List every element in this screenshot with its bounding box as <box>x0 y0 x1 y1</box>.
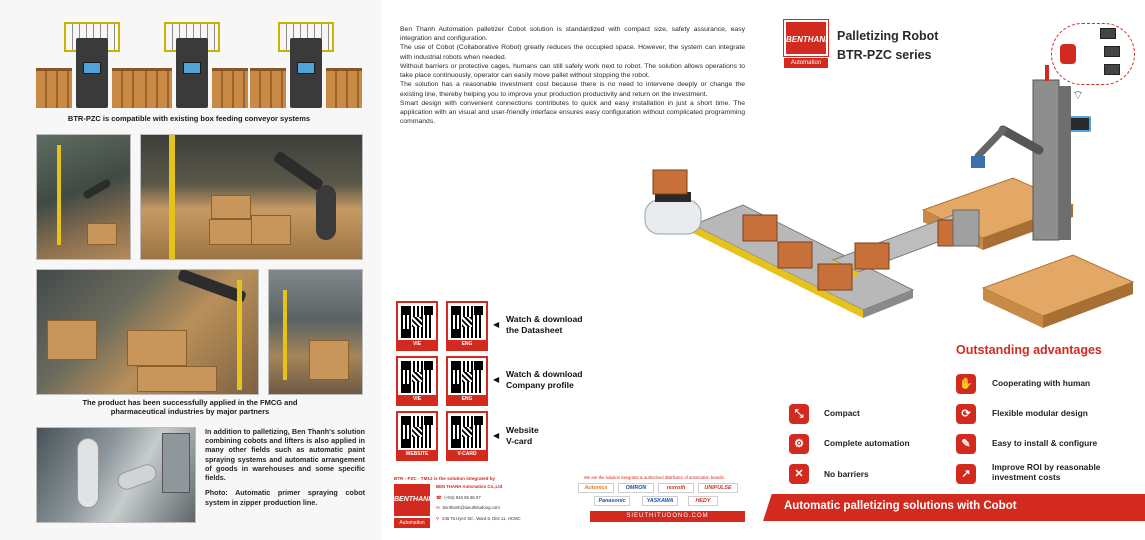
gear-icon: ⚙ <box>789 434 809 454</box>
intro-paragraph: The use of Cobot (Collaborative Robot) greatly reduces the occupied space. However, the system can integrate with industrial robots when needed. <box>400 44 745 61</box>
qr-label-line: Watch & download <box>506 314 583 324</box>
qr-code-vcard[interactable] <box>446 411 488 461</box>
roi-chart-icon: ↗ <box>956 464 976 484</box>
qr-code-website[interactable] <box>396 411 438 461</box>
feature-label: Complete automation <box>824 438 910 448</box>
phone-text: (+84) 916 55 66 57 <box>444 495 481 500</box>
spraying-cobot-photo <box>36 427 196 523</box>
tagline: Automatic palletizing solutions with Cobot <box>784 500 1017 512</box>
factory-photo <box>36 134 131 260</box>
right-panel <box>763 0 1145 540</box>
no-barrier-icon: ✕ <box>789 464 809 484</box>
logo-subtext: Automation <box>784 58 828 68</box>
factory-photo <box>268 269 363 395</box>
brand-logo: Panasonic <box>594 496 630 506</box>
factory-photo <box>36 269 259 395</box>
brand-logo: Autonics <box>578 483 614 493</box>
brand-logo: rexroth <box>658 483 694 493</box>
qr-label-line: the Datasheet <box>506 324 563 335</box>
factory-photo <box>140 134 363 260</box>
tool-icon: ✎ <box>956 434 976 454</box>
phone-icon: ☎ <box>436 495 442 500</box>
qr-code-datasheet-eng[interactable] <box>446 301 488 351</box>
qr-label-profile <box>506 369 583 390</box>
qr-label-website <box>506 425 539 446</box>
qr-code-datasheet-vie[interactable] <box>396 301 438 351</box>
product-title: Palletizing Robot <box>837 29 939 43</box>
monitor-icon <box>1104 46 1120 57</box>
machine-illustration <box>250 22 362 108</box>
qr-tag: WEBSITE <box>398 450 436 459</box>
wifi-icon: ⌔ <box>1072 88 1084 102</box>
arrow-left-icon: ◀ <box>493 431 500 440</box>
integrator-note: BTR - PZC - TM12 is the solution integrated by <box>394 476 496 481</box>
qr-code-profile-eng[interactable] <box>446 356 488 406</box>
feature-label: Easy to install & configure <box>992 438 1098 448</box>
email-text: benthanh@sieuthitudong.com <box>442 505 500 510</box>
control-cabinet <box>953 210 979 246</box>
mail-icon: ✉ <box>436 505 440 510</box>
intro-paragraph: Smart design with convenient connections contributes to quick and easy installation in just a short time. The application with an visual and user-friendly interface ensures easy configuration without complicated programming commands. <box>400 99 745 126</box>
location-pin-icon: ⚲ <box>436 516 440 521</box>
qr-code-profile-vie[interactable] <box>396 356 438 406</box>
brand-logo: HEDY <box>688 496 718 506</box>
arrow-left-icon: ◀ <box>493 375 500 384</box>
pallet-stack-right <box>983 255 1133 328</box>
compact-icon: ⤡ <box>789 404 809 424</box>
monitor-icon <box>1100 28 1116 39</box>
modular-icon: ⟳ <box>956 404 976 424</box>
intro-paragraph: Without barriers or protective cages, humans can still safely work next to robot. The solution allows operations to take place continuously, operator can easily move pallet without stopping the robot. <box>400 62 745 80</box>
address-text: 245 Ta Uyen Str., Ward 6, Dist 11, HCMC <box>442 516 521 521</box>
product-series: BTR-PZC series <box>837 48 932 62</box>
story-paragraph: In addition to palletizing, Ben Thanh's solution combining cobots and lifters is also applied in many other fields such as automatic paint spraying systems and automatic arrangement of goods in warehouses and some specific fields. <box>205 427 365 483</box>
qr-label-line: Company profile <box>506 379 574 390</box>
caption-compatibility: BTR-PZC is compatible with existing box feeding conveyor systems <box>67 114 311 123</box>
feature-label: Improve ROI by reasonable investment costs <box>992 462 1101 483</box>
logo-subtext: Automation <box>394 518 430 528</box>
arrow-left-icon: ◀ <box>493 320 500 329</box>
feature-label: Compact <box>824 408 860 418</box>
company-logo <box>394 484 434 530</box>
contact-phone <box>436 496 481 501</box>
intro-paragraph: The solution has a reasonable investment cost because there is no need to intervene deeply or change the existing line, thereby helping you to improve your production productivity and return on the investment. <box>400 81 745 98</box>
advantages-title: Outstanding advantages <box>956 343 1102 357</box>
intro-paragraph: Ben Thanh Automation palletizer Cobot solution is standardized with compact size, safety assurance, easy integration and configuration. <box>400 26 745 43</box>
left-panel <box>0 0 382 540</box>
feature-label: Cooperating with human <box>992 378 1091 388</box>
qr-tag: VIE <box>398 395 436 404</box>
brand-logo: YASKAWA <box>642 496 678 506</box>
feature-label: Flexible modular design <box>992 408 1088 418</box>
brands-note: We are the solution integrator & authorized distributor of automation brands: <box>584 475 725 480</box>
story-text <box>205 427 365 507</box>
brand-logo: OMRON <box>618 483 654 493</box>
cobot-arm <box>971 130 1039 168</box>
machine-illustration <box>136 22 248 108</box>
story-paragraph: Photo: Automatic primer spraying cobot system in zipper production line. <box>205 488 365 507</box>
website-bar[interactable]: SIEUTHITUDONG.COM <box>590 511 745 522</box>
company-name: BEN THANH Automation Co.,Ltd <box>436 484 503 489</box>
palletizing-cell-illustration <box>593 60 1138 360</box>
qr-label-line: Website <box>506 425 539 435</box>
brand-logo: UNIPULSE <box>698 483 738 493</box>
logo-text: BENTHANH <box>784 20 828 56</box>
qr-label-line: V-card <box>506 435 533 446</box>
contact-address <box>436 517 521 522</box>
qr-label-datasheet <box>506 314 583 335</box>
caption-industries: The product has been successfully applied in the FMCG and pharmaceutical industries by major partners <box>82 398 298 417</box>
amr-robot <box>645 192 701 234</box>
contact-email[interactable] <box>436 506 500 511</box>
qr-tag: ENG <box>448 395 486 404</box>
qr-tag: VIE <box>398 340 436 349</box>
qr-tag: ENG <box>448 340 486 349</box>
handshake-icon: ✋ <box>956 374 976 394</box>
machine-illustration <box>36 22 148 108</box>
qr-tag: V-CARD <box>448 450 486 459</box>
qr-label-line: Watch & download <box>506 369 583 379</box>
feature-label: No barriers <box>824 469 869 479</box>
logo-text: BENTHANH <box>394 484 430 516</box>
